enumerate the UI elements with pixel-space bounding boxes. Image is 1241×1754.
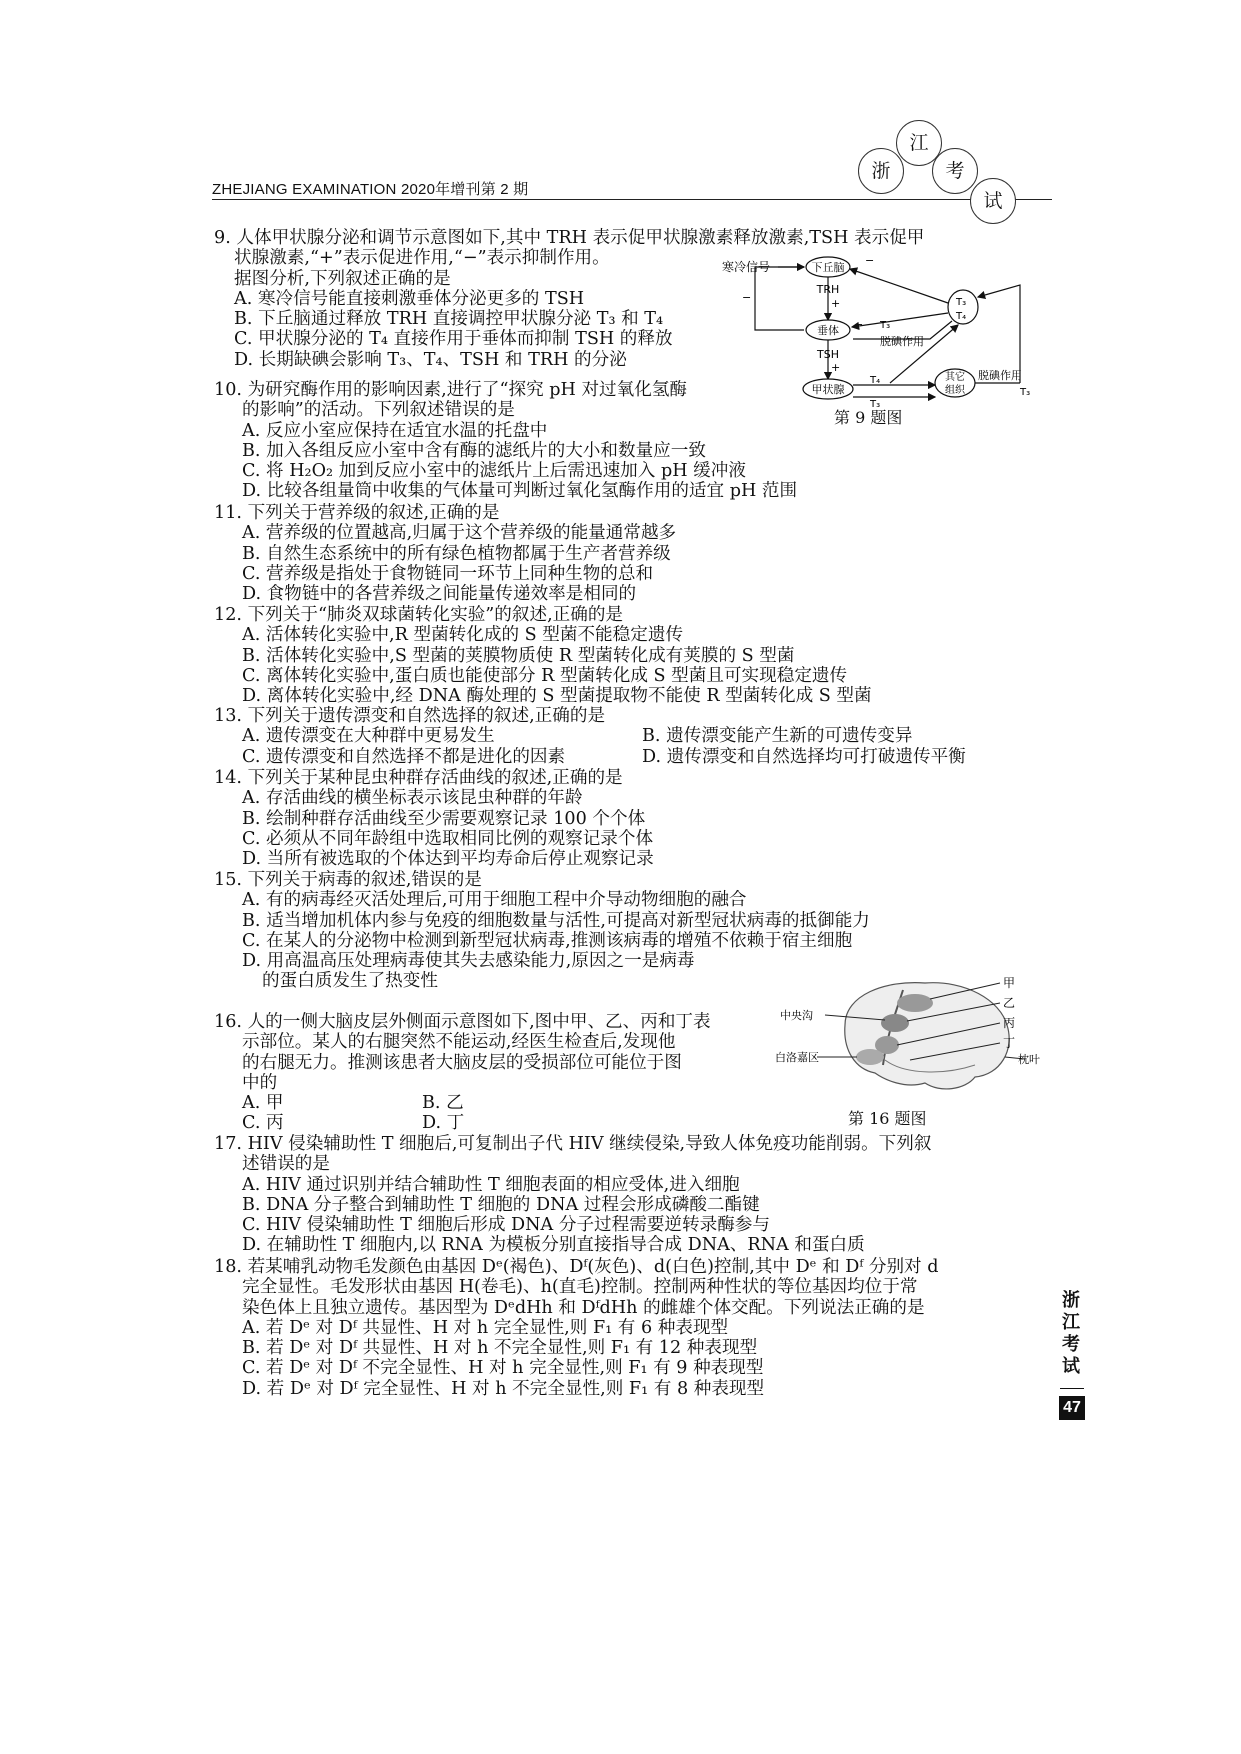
q18-option-d: D. 若 Dᵉ 对 Dᶠ 完全显性、H 对 h 不完全显性,则 F₁ 有 8 种表现型: [242, 1378, 765, 1399]
q12-option-a: A. 活体转化实验中,R 型菌转化成的 S 型菌不能稳定遗传: [242, 625, 684, 646]
q16-option-d: D. 丁: [422, 1113, 465, 1134]
journal-header: ZHEJIANG EXAMINATION 2020年增刊第 2 期: [212, 181, 529, 198]
q10-option-a: A. 反应小室应保持在适宜水温的托盘中: [242, 420, 548, 441]
q15-option-c: C. 在某人的分泌物中检测到新型冠状病毒,推测该病毒的增殖不依赖于宿主细胞: [242, 930, 853, 951]
sidebar-char-2: 江: [1062, 1312, 1080, 1333]
q17-option-c: C. HIV 侵染辅助性 T 细胞后形成 DNA 分子过程需要逆转录酶参与: [242, 1215, 770, 1236]
question-17: [214, 1134, 931, 1256]
q9-minus-3: −: [742, 291, 752, 304]
sidebar-rule: [1060, 1388, 1084, 1389]
question-14: [214, 768, 654, 869]
q16-broca: 白洛嘉区: [775, 1051, 819, 1064]
q15-line-1: 15. 下列关于病毒的叙述,错误的是: [214, 870, 482, 890]
q17-line-1: 17. HIV 侵染辅助性 T 细胞后,可复制出子代 HIV 继续侵染,导致人体免疫功能削弱。下列叙: [214, 1134, 932, 1154]
q9-minus-2: −: [854, 318, 864, 331]
q13-option-c: C. 遗传漂变和自然选择不都是进化的因素: [242, 746, 566, 767]
question-11: [214, 503, 676, 604]
q9-deiodination-2: 脱碘作用: [978, 369, 1022, 382]
q17-option-a: A. HIV 通过识别并结合辅助性 T 细胞表面的相应受体,进入细胞: [242, 1174, 740, 1195]
logo-char-4: 试: [970, 178, 1016, 224]
q17-line-2: 述错误的是: [242, 1154, 330, 1175]
q9-other-tissue-2: 组织: [945, 385, 965, 396]
q9-cold-signal-label: 寒冷信号: [722, 260, 771, 274]
q9-t4-circle: T₄: [956, 311, 967, 322]
q13-option-b: B. 遗传漂变能产生新的可遗传变异: [642, 726, 913, 747]
q15-option-a: A. 有的病毒经灭活处理后,可用于细胞工程中介导动物细胞的融合: [242, 890, 747, 911]
q18-option-a: A. 若 Dᵉ 对 Dᶠ 共显性、H 对 h 完全显性,则 F₁ 有 6 种表现型: [242, 1317, 729, 1338]
q16-label-bing: 丙: [1003, 1016, 1016, 1030]
q12-option-b: B. 活体转化实验中,S 型菌的荚膜物质使 R 型菌转化成有荚膜的 S 型菌: [242, 645, 795, 666]
q9-deiodination-1: 脱碘作用: [880, 335, 924, 348]
q9-t3-out: T₃: [870, 399, 881, 410]
logo-char-2: 江: [896, 120, 942, 166]
sidebar-char-3: 考: [1062, 1334, 1080, 1355]
q18-option-c: C. 若 Dᵉ 对 Dᶠ 不完全显性、H 对 h 完全显性,则 F₁ 有 9 种表现型: [242, 1358, 764, 1379]
q9-minus-1: −: [865, 255, 875, 267]
q13-option-d: D. 遗传漂变和自然选择均可打破遗传平衡: [642, 746, 966, 767]
q10-option-d: D. 比较各组量筒中收集的气体量可判断过氧化氢酶作用的适宜 pH 范围: [242, 481, 798, 502]
sidebar-journal-title: [1060, 1290, 1082, 1378]
sidebar-char-1: 浙: [1062, 1290, 1080, 1311]
q9-figure-caption: 第 9 题图: [834, 408, 903, 427]
question-10: [214, 380, 797, 502]
q16-figure-caption: 第 16 题图: [848, 1109, 927, 1128]
q15-option-d: D. 用高温高压处理病毒使其失去感染能力,原因之一是病毒: [242, 951, 695, 972]
sidebar-char-4: 试: [1062, 1356, 1080, 1377]
q10-line-1: 10. 为研究酶作用的影响因素,进行了“探究 pH 对过氧化氢酶: [214, 380, 688, 400]
q9-pituitary-label: 垂体: [817, 324, 839, 337]
q18-line-1: 18. 若某哺乳动物毛发颜色由基因 Dᵉ(褐色)、Dᶠ(灰色)、d(白色)控制,其中 Dᵉ 和 Dᶠ 分别对 d: [214, 1257, 939, 1277]
q9-plus-1: +: [831, 297, 841, 310]
q16-line-4: 中的: [242, 1072, 278, 1093]
question-12: [214, 605, 872, 706]
q10-line-2: 的影响”的活动。下列叙述错误的是: [242, 400, 515, 421]
q13-line-1: 13. 下列关于遗传漂变和自然选择的叙述,正确的是: [214, 706, 606, 726]
q12-option-d: D. 离体转化实验中,经 DNA 酶处理的 S 型菌提取物不能使 R 型菌转化成 S 型菌: [242, 686, 872, 707]
q16-label-ding: 丁: [1003, 1036, 1016, 1050]
q9-option-c: C. 甲状腺分泌的 T₄ 直接作用于垂体而抑制 TSH 的释放: [234, 329, 673, 350]
q16-line-2: 示部位。某人的右腿突然不能运动,经医生检查后,发现他: [242, 1032, 676, 1053]
q11-option-d: D. 食物链中的各营养级之间能量传递效率是相同的: [242, 584, 637, 605]
q16-option-a: A. 甲: [242, 1093, 284, 1114]
q9-t3-pit: T₃: [880, 320, 891, 331]
page-number: 47: [1059, 1396, 1085, 1420]
q18-line-2: 完全显性。毛发形状由基因 H(卷毛)、h(直毛)控制。控制两种性状的等位基因均位于常: [242, 1277, 918, 1298]
q9-t3-right: T₃: [1020, 387, 1031, 398]
q9-hypothalamus-label: 下丘脑: [811, 261, 845, 274]
q16-label-yi: 乙: [1003, 996, 1016, 1010]
q16-line-3: 的右腿无力。推测该患者大脑皮层的受损部位可能位于图: [242, 1052, 682, 1073]
q10-option-c: C. 将 H₂O₂ 加到反应小室中的滤纸片上后需迅速加入 pH 缓冲液: [242, 461, 746, 482]
q16-option-c: C. 丙: [242, 1113, 284, 1134]
question-15: [214, 870, 870, 992]
q14-option-a: A. 存活曲线的横坐标表示该昆虫种群的年龄: [242, 788, 583, 809]
q11-option-a: A. 营养级的位置越高,归属于这个营养级的能量通常越多: [242, 523, 677, 544]
q12-line-1: 12. 下列关于“肺炎双球菌转化实验”的叙述,正确的是: [214, 605, 624, 625]
question-18: [214, 1257, 939, 1399]
q9-trh-label: TRH: [816, 283, 840, 296]
q15-option-d-cont: 的蛋白质发生了热变性: [262, 971, 438, 992]
logo-char-1: 浙: [858, 148, 904, 194]
q14-option-c: C. 必须从不同年龄组中选取相同比例的观察记录个体: [242, 828, 654, 849]
q9-t4-out: T₄: [870, 375, 881, 386]
q14-option-b: B. 绘制种群存活曲线至少需要观察记录 100 个个体: [242, 808, 646, 829]
q15-option-b: B. 适当增加机体内参与免疫的细胞数量与活性,可提高对新型冠状病毒的抵御能力: [242, 910, 870, 931]
q11-line-1: 11. 下列关于营养级的叙述,正确的是: [214, 503, 500, 523]
q18-line-3: 染色体上且独立遗传。基因型为 DᵉdHh 和 DᶠdHh 的雌雄个体交配。下列说法正确的是: [242, 1297, 925, 1318]
q14-line-1: 14. 下列关于某种昆虫种群存活曲线的叙述,正确的是: [214, 768, 623, 788]
q9-option-a: A. 寒冷信号能直接刺激垂体分泌更多的 TSH: [234, 288, 585, 309]
q16-central-sulcus: 中央沟: [780, 1009, 813, 1022]
q11-option-b: B. 自然生态系统中的所有绿色植物都属于生产者营养级: [242, 543, 671, 564]
q16-label-jia: 甲: [1003, 976, 1016, 990]
logo-char-3: 考: [932, 148, 978, 194]
q9-plus-2: +: [831, 361, 841, 374]
q9-line-1: 9. 人体甲状腺分泌和调节示意图如下,其中 TRH 表示促甲状腺激素释放激素,TSH 表示促甲: [214, 228, 925, 248]
q9-line-2: 状腺激素,“+”表示促进作用,“−”表示抑制作用。: [234, 248, 610, 269]
q16-occipital: 枕叶: [1018, 1053, 1040, 1066]
q11-option-c: C. 营养级是指处于食物链同一环节上同种生物的总和: [242, 563, 654, 584]
q14-option-d: D. 当所有被选取的个体达到平均寿命后停止观察记录: [242, 849, 654, 870]
q9-t3-circle: T₃: [956, 297, 967, 308]
q16-line-1: 16. 人的一侧大脑皮层外侧面示意图如下,图中甲、乙、丙和丁表: [214, 1012, 711, 1032]
q10-option-b: B. 加入各组反应小室中含有酶的滤纸片的大小和数量应一致: [242, 440, 706, 461]
header-rule: [212, 199, 1052, 200]
q13-option-a: A. 遗传漂变在大种群中更易发生: [242, 726, 495, 747]
q9-option-b: B. 下丘脑通过释放 TRH 直接调控甲状腺分泌 T₃ 和 T₄: [234, 309, 664, 330]
q18-option-b: B. 若 Dᵉ 对 Dᶠ 共显性、H 对 h 不完全显性,则 F₁ 有 12 种表现型: [242, 1338, 758, 1359]
q9-option-d: D. 长期缺碘会影响 T₃、T₄、TSH 和 TRH 的分泌: [234, 349, 627, 370]
q17-option-d: D. 在辅助性 T 细胞内,以 RNA 为模板分别直接指导合成 DNA、RNA 和蛋白质: [242, 1235, 865, 1256]
question-13: [214, 706, 1042, 767]
q16-brain-diagram: [775, 965, 1045, 1105]
q17-option-b: B. DNA 分子整合到辅助性 T 细胞的 DNA 过程会形成磷酸二酯键: [242, 1194, 760, 1215]
question-16: [214, 1012, 711, 1134]
q12-option-c: C. 离体转化实验中,蛋白质也能使部分 R 型菌转化成 S 型菌且可实现稳定遗传: [242, 665, 848, 686]
q9-thyroid-label: 甲状腺: [811, 383, 845, 396]
q9-other-tissue-1: 其它: [945, 372, 965, 383]
q9-tsh-label: TSH: [817, 348, 839, 361]
q9-line-3: 据图分析,下列叙述正确的是: [234, 268, 451, 289]
q16-option-b: B. 乙: [422, 1093, 464, 1114]
